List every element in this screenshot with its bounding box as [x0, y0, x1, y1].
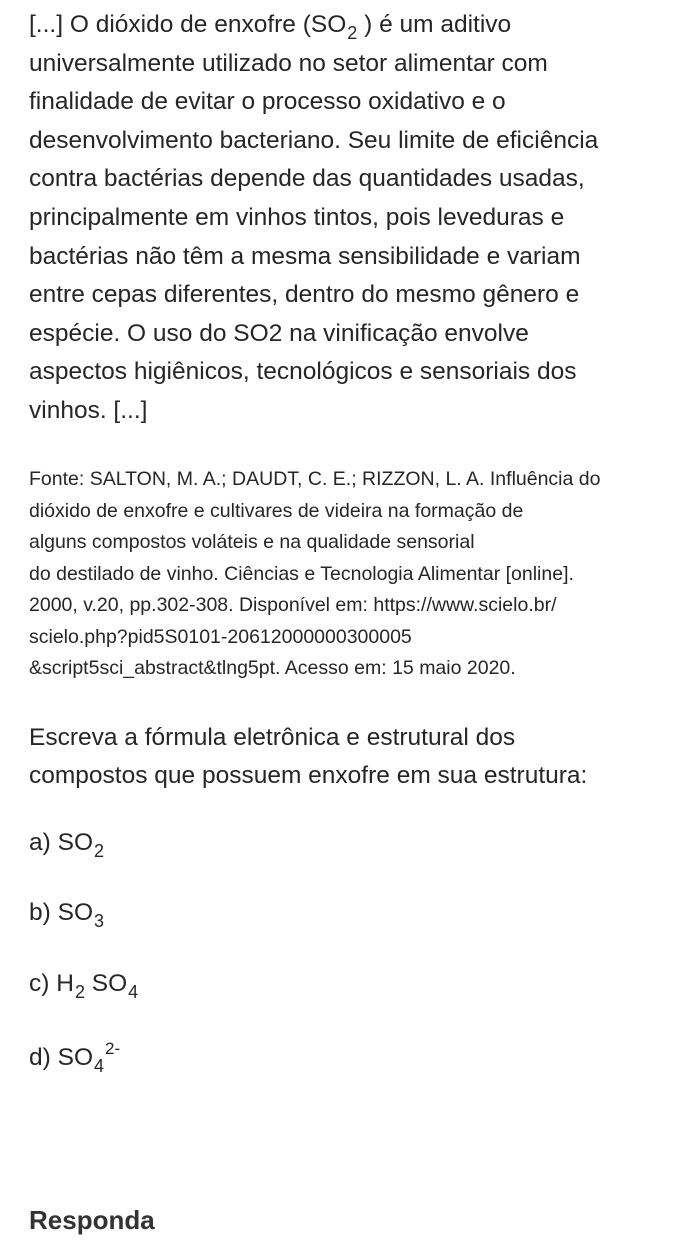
subscript: 2 [347, 23, 358, 43]
source-line: alguns compostos voláteis e na qualidade sensorial [29, 531, 475, 553]
subscript: 4 [128, 982, 139, 1002]
option-label: b) [29, 899, 51, 926]
option-label: d) [29, 1044, 51, 1071]
formula-main: SO [57, 1044, 94, 1071]
quote-line: universalmente utilizado no setor alimentar com [29, 49, 548, 77]
formula [57, 829, 105, 861]
quote-line: vinhos. [...] [29, 396, 148, 424]
subscript: 4 [94, 1056, 105, 1076]
quote-line [29, 6, 598, 45]
quote-text: ) é um aditivo [357, 11, 512, 38]
source-line: do destilado de vinho. Ciências e Tecnologia Alimentar [online]. [29, 562, 574, 585]
question-line: Escreva a fórmula eletrônica e estrutural dos [29, 724, 516, 751]
source-line: dióxido de enxofre e cultivares de videira na formação de [29, 499, 524, 522]
superscript-charge: 2- [105, 1039, 121, 1058]
option-label: c) [29, 970, 50, 997]
subscript: 2 [94, 841, 105, 861]
answer-button[interactable]: Responda [29, 1205, 155, 1235]
option-b [29, 898, 105, 931]
option-a [29, 828, 105, 861]
quote-line: espécie. O uso do SO2 na vinificação envolve [29, 319, 529, 347]
subscript: 2 [74, 982, 85, 1002]
quote-text: [...] O dióxido de enxofre (SO [29, 11, 347, 38]
source-line: Fonte: SALTON, M. A.; DAUDT, C. E.; RIZZON, L. A. Influência do [29, 468, 601, 490]
quote-line: entre cepas diferentes, dentro do mesmo gênero e [29, 281, 580, 309]
source-citation [29, 464, 600, 685]
source-line: scielo.php?pid5S0101-20612000000300005 [29, 625, 412, 648]
quote-line: desenvolvimento bacteriano. Seu limite de eficiência [29, 126, 599, 154]
formula-main: SO [57, 829, 94, 856]
formula-main: SO [91, 970, 128, 997]
formula-h: H [56, 970, 74, 997]
subscript: 3 [94, 911, 105, 931]
quote-line: aspectos higiênicos, tecnológicos e sensoriais dos [29, 358, 577, 386]
option-d [29, 1039, 121, 1076]
quote-line: contra bactérias depende das quantidades usadas, [29, 165, 585, 193]
quoted-passage [29, 6, 598, 431]
quote-line: finalidade de evitar o processo oxidativo e o [29, 88, 506, 116]
formula [57, 899, 105, 931]
formula [56, 970, 139, 1002]
source-line: 2000, v.20, pp.302-308. Disponível em: https://www.scielo.br/ [29, 594, 557, 616]
question-line: compostos que possuem enxofre em sua estrutura: [29, 762, 588, 789]
quote-line: bactérias não têm a mesma sensibilidade e variam [29, 242, 581, 270]
quote-line: principalmente em vinhos tintos, pois leveduras e [29, 203, 565, 231]
formula-main: SO [57, 899, 94, 926]
option-c [29, 969, 139, 1002]
option-label: a) [29, 829, 51, 856]
source-line: &script5sci_abstract&tlng5pt. Acesso em: 15 maio 2020. [29, 657, 516, 679]
formula [57, 1039, 121, 1076]
question-prompt [29, 719, 587, 795]
